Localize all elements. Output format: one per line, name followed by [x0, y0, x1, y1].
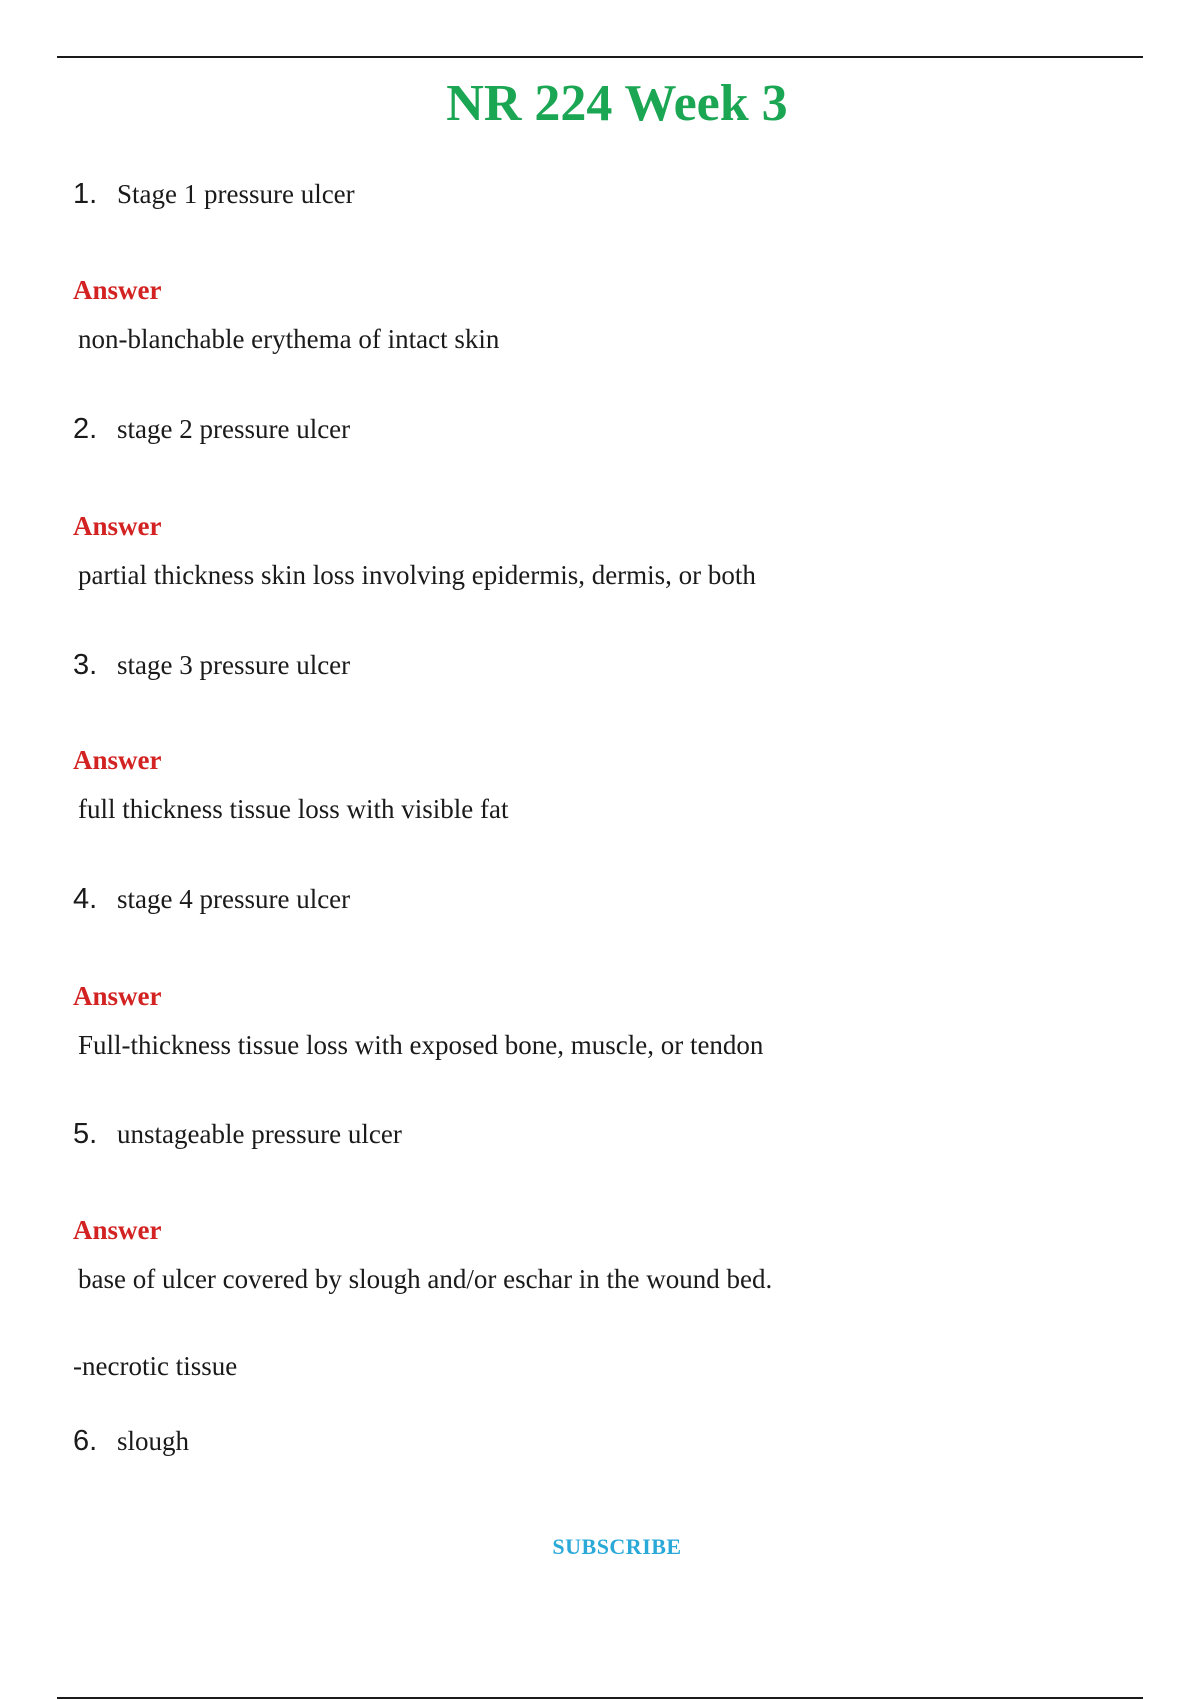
answer-note-5: -necrotic tissue	[73, 1351, 238, 1381]
subscribe-link[interactable]: SUBSCRIBE	[552, 1534, 682, 1559]
answer-text-5: base of ulcer covered by slough and/or eschar in the wound bed.	[78, 1264, 773, 1294]
question-1	[73, 176, 355, 212]
answer-text-2: partial thickness skin loss involving epidermis, dermis, or both	[78, 560, 756, 590]
question-text: stage 4 pressure ulcer	[117, 884, 351, 914]
question-number: 3.	[73, 649, 98, 681]
question-2	[73, 411, 350, 447]
question-text: stage 2 pressure ulcer	[117, 414, 351, 444]
question-3	[73, 647, 350, 683]
answer-text-1: non-blanchable erythema of intact skin	[78, 324, 500, 354]
question-number: 4.	[73, 883, 98, 915]
answer-label-2: Answer	[73, 511, 162, 541]
top-rule	[57, 56, 1143, 58]
answer-label-4: Answer	[73, 981, 162, 1011]
question-4	[73, 881, 350, 917]
question-number: 1.	[73, 178, 98, 210]
question-6	[73, 1423, 189, 1459]
question-number: 5.	[73, 1118, 98, 1150]
question-5	[73, 1116, 402, 1152]
question-text: stage 3 pressure ulcer	[117, 650, 351, 680]
question-text: Stage 1 pressure ulcer	[117, 179, 355, 209]
answer-label-1: Answer	[73, 275, 162, 305]
answer-label-3: Answer	[73, 745, 162, 775]
question-number: 6.	[73, 1425, 98, 1457]
answer-text-3: full thickness tissue loss with visible fat	[78, 794, 509, 824]
answer-label-5: Answer	[73, 1215, 162, 1245]
question-text: slough	[117, 1426, 190, 1456]
page-title: NR 224 Week 3	[446, 75, 788, 132]
bottom-rule	[57, 1697, 1143, 1699]
question-text: unstageable pressure ulcer	[117, 1119, 402, 1149]
question-number: 2.	[73, 413, 98, 445]
answer-text-4: Full-thickness tissue loss with exposed bone, muscle, or tendon	[78, 1030, 764, 1060]
